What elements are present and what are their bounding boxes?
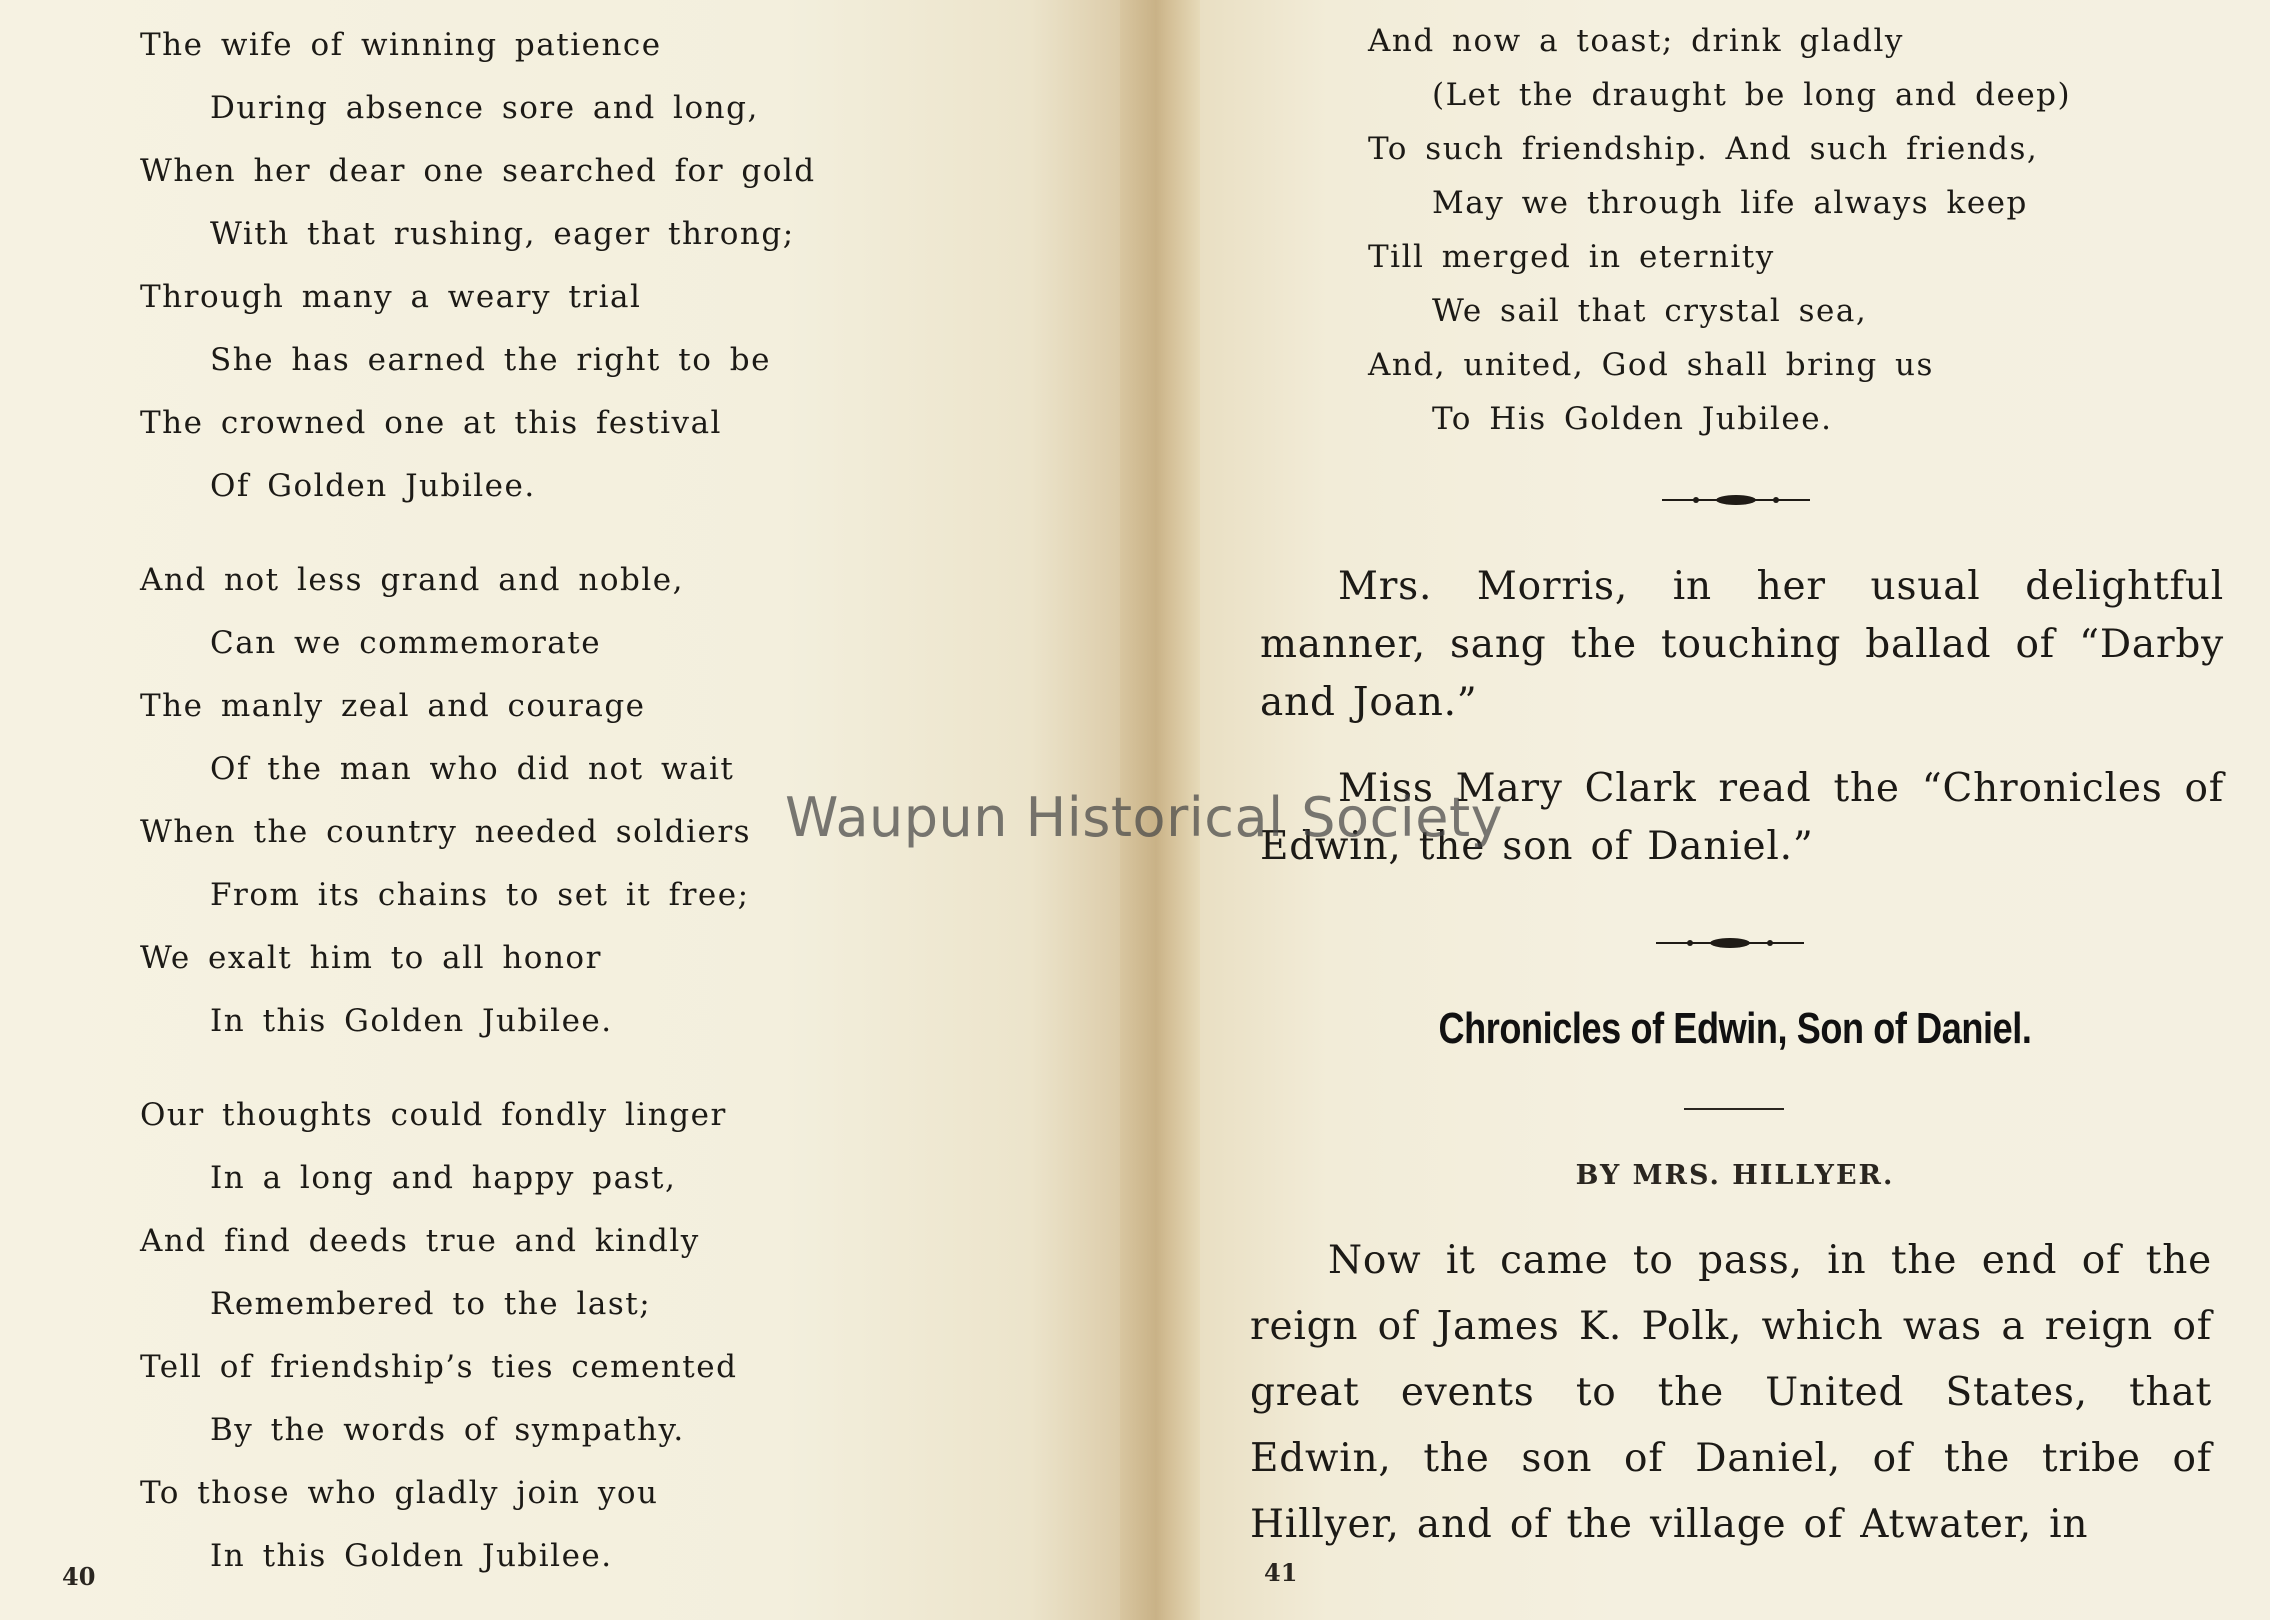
poem-line: We sail that crystal sea, — [1432, 293, 1868, 329]
byline: BY MRS. HILLYER. — [1575, 1160, 1895, 1191]
poem-line: The crowned one at this festival — [140, 405, 722, 441]
poem-line: By the words of sympathy. — [210, 1412, 685, 1448]
poem-line: And, united, God shall bring us — [1368, 347, 1934, 383]
left-page — [0, 0, 1120, 1620]
poem-line: When the country needed soldiers — [140, 814, 752, 850]
heading-rule — [1684, 1108, 1784, 1110]
poem-line: Of the man who did not wait — [210, 751, 735, 787]
poem-line: To such friendship. And such friends, — [1368, 131, 2039, 167]
poem-line: In this Golden Jubilee. — [210, 1003, 613, 1039]
chapter-heading: Chronicles of Edwin, Son of Daniel. — [1438, 1004, 2032, 1053]
poem-line: We exalt him to all honor — [140, 940, 602, 976]
poem-line: Tell of friendship’s ties cemented — [140, 1349, 738, 1385]
paragraphs-top — [1260, 558, 2224, 876]
poem-line: And not less grand and noble, — [140, 562, 684, 598]
poem-right — [1368, 14, 2168, 446]
body-paragraph-container — [1250, 1228, 2212, 1558]
ornament-icon — [1656, 936, 1804, 950]
poem-line: (Let the draught be long and deep) — [1432, 77, 2072, 113]
page-number-left: 40 — [62, 1562, 96, 1591]
poem-line: To those who gladly join you — [140, 1475, 659, 1511]
poem-line: Can we commemorate — [210, 625, 602, 661]
book-gutter — [1120, 0, 1200, 1620]
poem-line: The manly zeal and courage — [140, 688, 646, 724]
page-number-right: 41 — [1264, 1558, 1298, 1587]
poem-line: In a long and happy past, — [210, 1160, 677, 1196]
poem-line: Of Golden Jubilee. — [210, 468, 536, 504]
stanza — [140, 549, 980, 1053]
stanza — [140, 14, 980, 518]
poem-line: When her dear one searched for gold — [140, 153, 816, 189]
watermark: Waupun Historical Society — [785, 786, 1504, 849]
poem-line: To His Golden Jubilee. — [1432, 401, 1833, 437]
poem-line: May we through life always keep — [1432, 185, 2028, 221]
poem-line: Our thoughts could fondly linger — [140, 1097, 727, 1133]
ornament-icon — [1662, 493, 1810, 507]
poem-line: Through many a weary trial — [140, 279, 642, 315]
paragraph-morris: Mrs. Morris, in her usual delightful manner, sang the touching ballad of “Darby and Joan.” — [1260, 564, 2224, 725]
right-page — [1200, 0, 2270, 1620]
poem-line: With that rushing, eager throng; — [210, 216, 795, 252]
poem-line: In this Golden Jubilee. — [210, 1538, 613, 1574]
ornament-divider-top — [1662, 493, 1810, 507]
poem-line: And find deeds true and kindly — [140, 1223, 700, 1259]
poem-left — [140, 14, 980, 1619]
poem-line: From its chains to set it free; — [210, 877, 750, 913]
stanza — [140, 1084, 980, 1588]
poem-line: The wife of winning patience — [140, 27, 662, 63]
paragraph-clark: Miss Mary Clark read the “Chronicles of Edwin, the son of Daniel.” — [1260, 766, 2224, 869]
poem-line: She has earned the right to be — [210, 342, 771, 378]
poem-line: Till merged in eternity — [1368, 239, 1775, 275]
poem-line: Remembered to the last; — [210, 1286, 652, 1322]
poem-line: And now a toast; drink gladly — [1368, 23, 1904, 59]
poem-line: During absence sore and long, — [210, 90, 759, 126]
body-paragraph: Now it came to pass, in the end of the reign of James K. Polk, which was a reign of great events to the United States, that Edwin, the son of Daniel, of the tribe of Hillyer, and of the village of Atwater, in — [1250, 1238, 2212, 1547]
ornament-divider-middle — [1656, 936, 1804, 950]
